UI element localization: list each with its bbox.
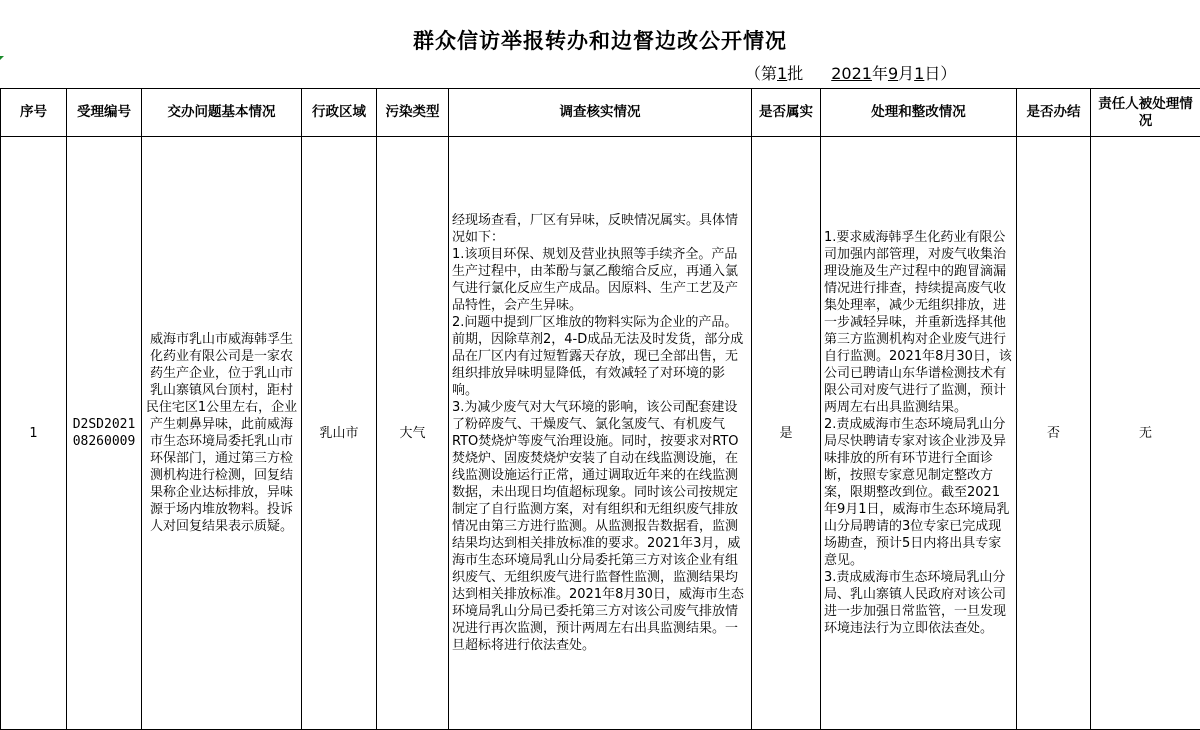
date-day: 1 xyxy=(914,64,924,83)
table-row xyxy=(1,137,1200,730)
batch-date-line xyxy=(745,63,956,85)
date-month-unit: 月 xyxy=(898,64,914,83)
header-region: 行政区域 xyxy=(302,89,377,137)
header-pollution-type: 污染类型 xyxy=(377,89,449,137)
complaint-table xyxy=(0,88,1200,730)
header-no: 序号 xyxy=(1,89,67,137)
header-is-true: 是否属实 xyxy=(752,89,821,137)
date-year: 2021 xyxy=(831,64,872,83)
cell-is-true: 是 xyxy=(752,137,821,730)
header-accountability: 责任人被处理情况 xyxy=(1091,89,1200,137)
date-day-unit: 日） xyxy=(924,64,956,83)
cell-no: 1 xyxy=(1,137,67,730)
cell-region: 乳山市 xyxy=(302,137,377,730)
document-title: 群众信访举报转办和边督边改公开情况 xyxy=(0,24,1200,58)
header-is-closed: 是否办结 xyxy=(1017,89,1091,137)
header-case-id: 受理编号 xyxy=(67,89,142,137)
date-month: 9 xyxy=(888,64,898,83)
cell-is-closed: 否 xyxy=(1017,137,1091,730)
cell-case-id: D2SD2021 08260009 xyxy=(67,137,142,730)
cell-investigation: 经现场查看，厂区有异味，反映情况属实。具体情况如下： 1.该项目环保、规划及营业执照等手续齐全。产品生产过程中，由苯酚与氯乙酸缩合反应，再通入氯气进行氯化反应生产成品。因原料、生产工艺及产品特性，会产生异味。 2.问题中提到厂区堆放的物料实际为企业的产品。前期，因除草剂2，4-D成品无法及时发货，部分成品在厂区内有过短暂露天存放，现已全部出售，无组织排放异味明显降低，有效减轻了对环境的影响。 3.为减少废气对大气环境的影响，该公司配套建设了粉碎废气、干燥废气、氯化氢废气、有机废气RTO焚烧炉等废气治理设施。同时，按要求对RTO焚烧炉、固废焚烧炉安装了自动在线监测设施，在线监测设施运行正常，通过调取近年来的在线监测数据，未出现日均值超标现象。同时该公司按规定制定了自行监测方案，对有组织和无组织废气排放情况由第三方进行监测。从监测报告数据看，监测结果均达到相关排放标准的要求。2021年3月，威海市生态环境局乳山分局委托第三方对该企业有组织废气、无组织废气进行监督性监测，监测结果均达到相关排放标准。2021年8月30日，威海市生态环境局乳山分局已委托第三方对该公司废气排放情况进行再次监测，预计两周左右出具监测结果。一旦超标将进行依法查处。 xyxy=(449,137,752,730)
batch-prefix: （第 xyxy=(745,64,777,83)
header-issue: 交办问题基本情况 xyxy=(142,89,302,137)
table-header-row xyxy=(1,89,1200,137)
cell-issue: 威海市乳山市威海韩孚生化药业有限公司是一家农药生产企业，位于乳山市乳山寨镇风台顶村，距村民住宅区1公里左右，企业产生刺鼻异味，此前威海市生态环境局委托乳山市环保部门，通过第三方检测机构进行检测，回复结果称企业达标排放，异味源于场内堆放物料。投诉人对回复结果表示质疑。 xyxy=(142,137,302,730)
cell-pollution-type: 大气 xyxy=(377,137,449,730)
header-handling: 处理和整改情况 xyxy=(821,89,1017,137)
date-year-unit: 年 xyxy=(872,64,888,83)
cell-accountability: 无 xyxy=(1091,137,1200,730)
batch-suffix: 批 xyxy=(787,64,803,83)
header-investigation: 调查核实情况 xyxy=(449,89,752,137)
batch-number: 1 xyxy=(777,64,787,83)
cell-handling: 1.要求威海韩孚生化药业有限公司加强内部管理，对废气收集治理设施及生产过程中的跑冒滴漏情况进行排查，持续提高废气收集处理率，减少无组织排放，进一步减轻异味，并重新选择其他第三方监测机构对企业废气进行自行监测。2021年8月30日，该公司已聘请山东华谱检测技术有限公司对废气进行了监测，预计两周左右出具监测结果。 2.责成威海市生态环境局乳山分局尽快聘请专家对该企业涉及异味排放的所有环节进行全面诊断，按照专家意见制定整改方案，限期整改到位。截至2021年9月1日，威海市生态环境局乳山分局聘请的3位专家已完成现场勘查，预计5日内将出具专家意见。 3.责成威海市生态环境局乳山分局、乳山寨镇人民政府对该公司进一步加强日常监管，一旦发现环境违法行为立即依法查处。 xyxy=(821,137,1017,730)
cell-comment-marker xyxy=(0,56,4,60)
